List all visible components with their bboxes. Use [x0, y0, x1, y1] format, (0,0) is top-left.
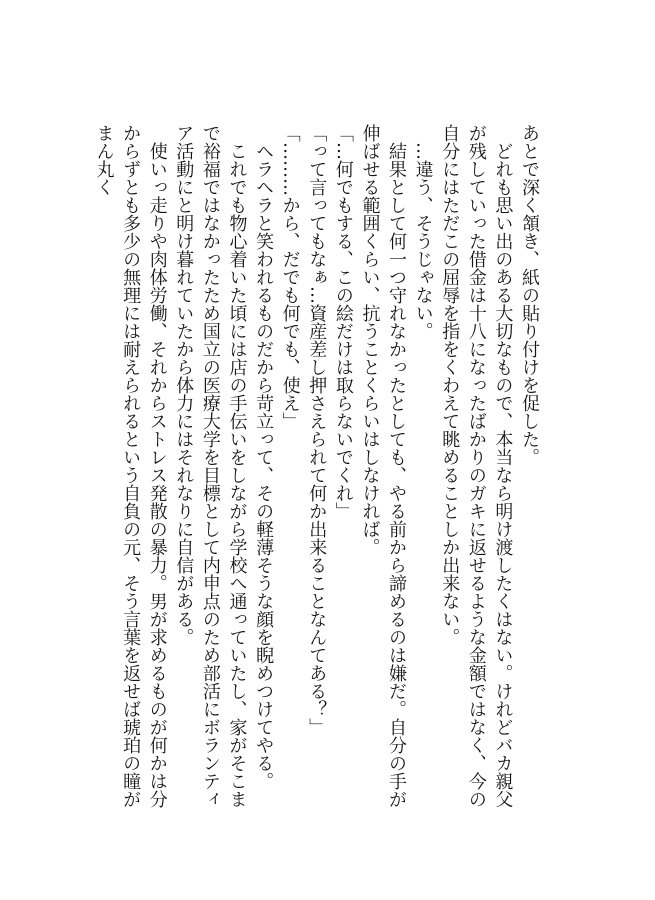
paragraph: これでも物心着いた頃には店の手伝いをしながら学校へ通っていたし、家がそこまで裕福ではなかったため国立の医療大学を目標として内申点のため部活にボランティア活動にと明け暮れていたから体力にはそれなりに自信がある。 [173, 124, 248, 808]
paragraph: どれも思い出のある大切なもので、本当なら明け渡したくはない。けれどバカ親父が残していった借金は十八になったばかりのガキに返せるような金額ではなく、今の自分にはただこの屈辱を指をくわえて眺めることしか出来ない。 [439, 124, 514, 808]
paragraph: 「って言ってもなぁ…資産差し押さえられて何か出来ることなんてある？」 [306, 124, 328, 736]
paragraph: 使いっ走りや肉体労働、それからストレス発散の暴力。男が求めるものが何かは分からずとも多少の無理には耐えられるという自負の元、そう言葉を返せば琥珀の瞳がまん丸く [93, 124, 168, 808]
paragraph: ヘラヘラと笑われるものだから苛立って、その軽薄そうな顔を睨めつけてやる。 [253, 124, 275, 790]
paragraph: 「………から、だでも何でも、使え」 [279, 124, 301, 430]
paragraph: 「…何でもする、この絵だけは取らないでくれ」 [332, 124, 354, 520]
paragraph: あとで深く頷き、紙の貼り付けを促した。 [519, 124, 540, 466]
vertical-text-body [93, 124, 542, 824]
paragraph: 結果として何一つ守れなかったとしても、やる前から諦めるのは嫌だ。自分の手が伸ばせる範囲くらい、抗うことくらいはしなければ。 [359, 124, 408, 808]
paragraph: …違う、そうじゃない。 [412, 124, 434, 340]
